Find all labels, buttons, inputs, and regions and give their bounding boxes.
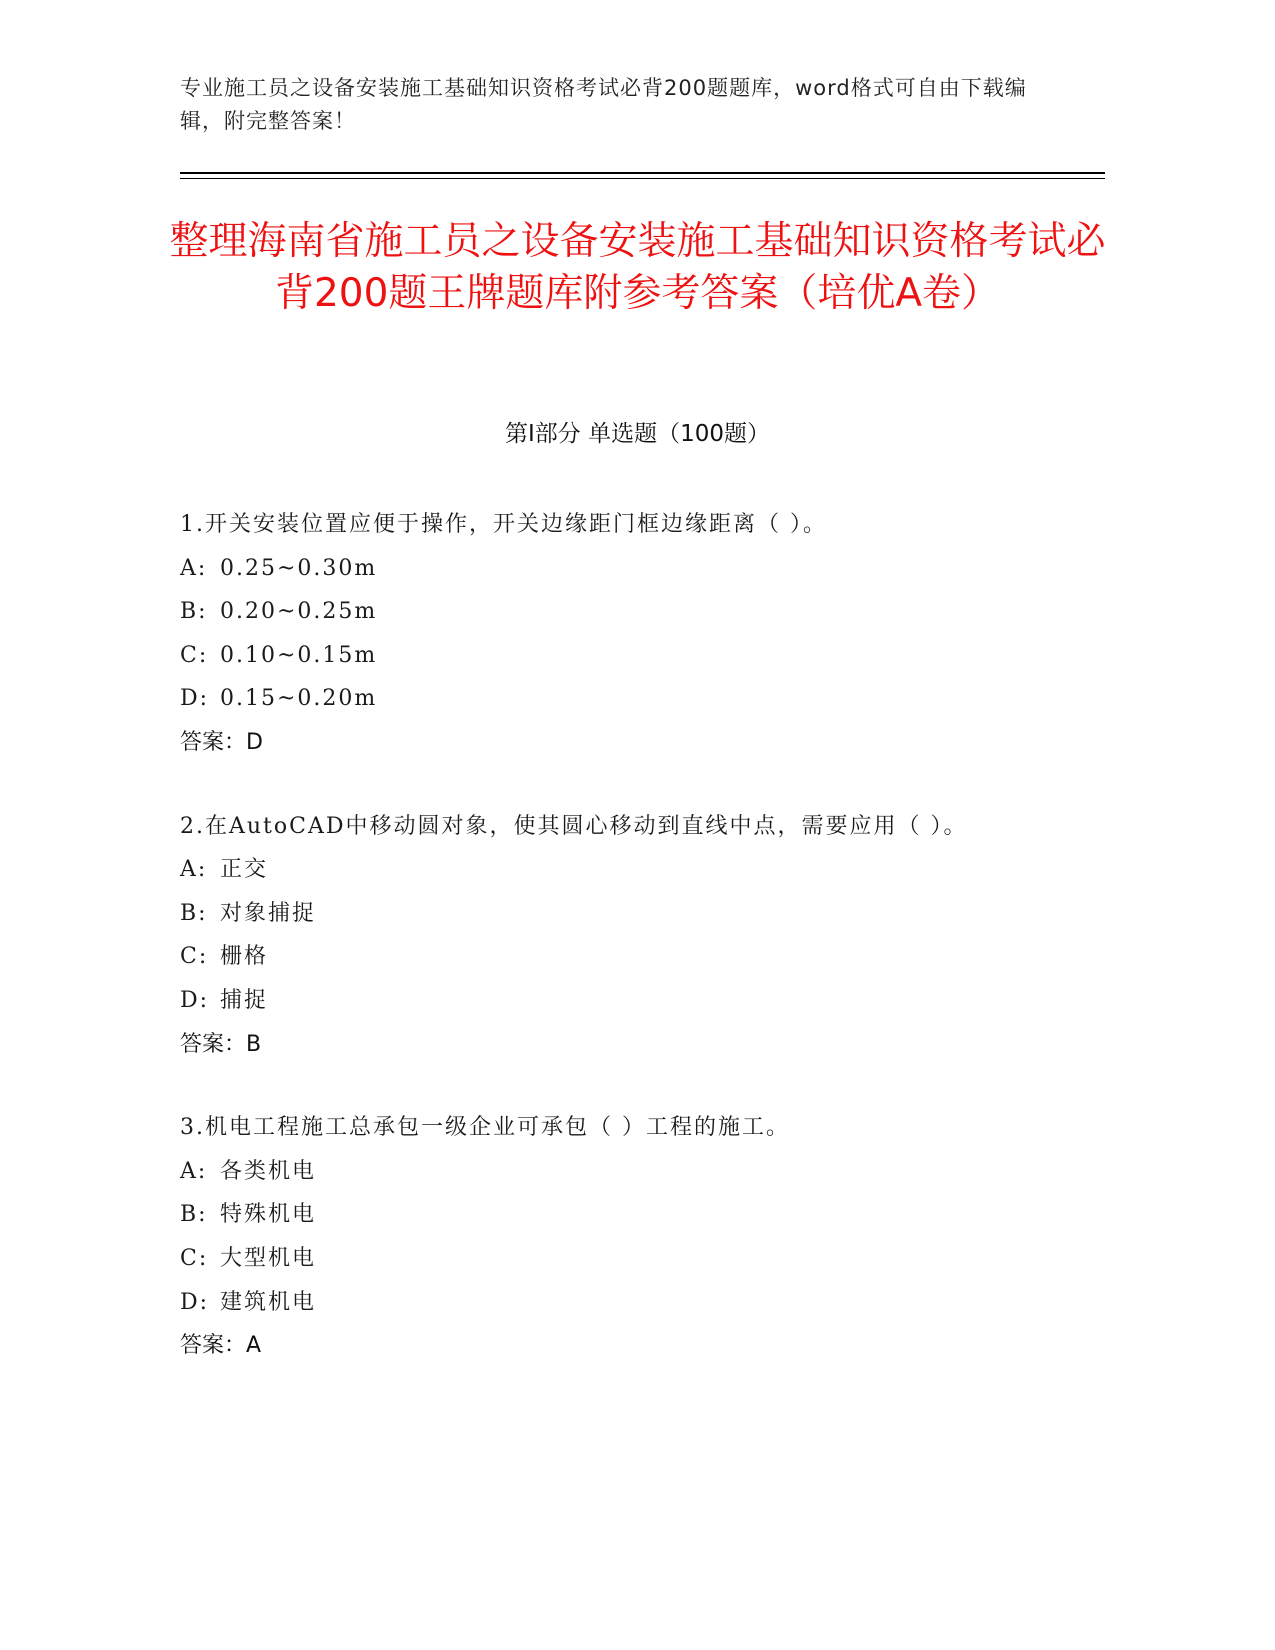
option-key: C: [180, 642, 209, 668]
option-key: A: [180, 555, 208, 581]
option-b [180, 590, 1080, 634]
option-text: 0.20~0.25m [220, 599, 378, 625]
option-text: 栅格 [220, 944, 269, 970]
option-key: C: [180, 1245, 209, 1271]
option-key: D: [180, 686, 210, 712]
option-key: A: [180, 857, 208, 883]
option-key: B: [180, 900, 208, 926]
option-text: 0.25~0.30m [220, 555, 378, 581]
option-text: 0.10~0.15m [220, 642, 378, 668]
section-heading: 第Ⅰ部分 单选题（100题） [505, 421, 770, 447]
answer-line: 答案：A [180, 1333, 262, 1359]
question-1 [180, 503, 1080, 765]
question-stem: 1.开关安装位置应便于操作，开关边缘距门框边缘距离（ ）。 [180, 512, 827, 537]
header-divider-thin [180, 178, 1105, 179]
option-text: 建筑机电 [220, 1289, 317, 1315]
answer-line: 答案：D [180, 729, 263, 755]
option-c [180, 1237, 1080, 1281]
header-note: 专业施工员之设备安装施工基础知识资格考试必背200题题库，word格式可自由下载编辑，附完整答案！ [180, 76, 1027, 133]
option-key: B: [180, 599, 208, 625]
document-title: 整理海南省施工员之设备安装施工基础知识资格考试必背200题王牌题库附参考答案（培优A卷） [169, 219, 1106, 316]
option-text: 大型机电 [220, 1245, 317, 1271]
option-key: B: [180, 1202, 208, 1228]
option-text: 正交 [220, 857, 269, 883]
option-b [180, 892, 1080, 936]
option-text: 捕捉 [220, 987, 269, 1013]
question-2 [180, 805, 1080, 1067]
option-a [180, 547, 1080, 591]
option-d [180, 979, 1080, 1023]
option-c [180, 634, 1080, 678]
header-divider-thick [180, 172, 1105, 174]
answer-line: 答案：B [180, 1031, 262, 1057]
option-a [180, 1150, 1080, 1194]
option-d [180, 677, 1080, 721]
option-d [180, 1281, 1080, 1325]
option-text: 0.15~0.20m [220, 686, 378, 712]
question-stem: 2.在AutoCAD中移动圆对象，使其圆心移动到直线中点，需要应用（ ）。 [180, 813, 968, 839]
option-key: A: [180, 1158, 208, 1184]
option-key: D: [180, 1289, 210, 1315]
option-a [180, 848, 1080, 892]
option-key: D: [180, 987, 210, 1013]
option-text: 特殊机电 [220, 1202, 317, 1228]
option-text: 对象捕捉 [220, 900, 317, 926]
question-stem: 3.机电工程施工总承包一级企业可承包（ ）工程的施工。 [180, 1115, 790, 1141]
question-list [180, 503, 1080, 1408]
question-3 [180, 1106, 1080, 1368]
option-key: C: [180, 944, 209, 970]
option-c [180, 935, 1080, 979]
option-b [180, 1193, 1080, 1237]
option-text: 各类机电 [220, 1158, 317, 1184]
